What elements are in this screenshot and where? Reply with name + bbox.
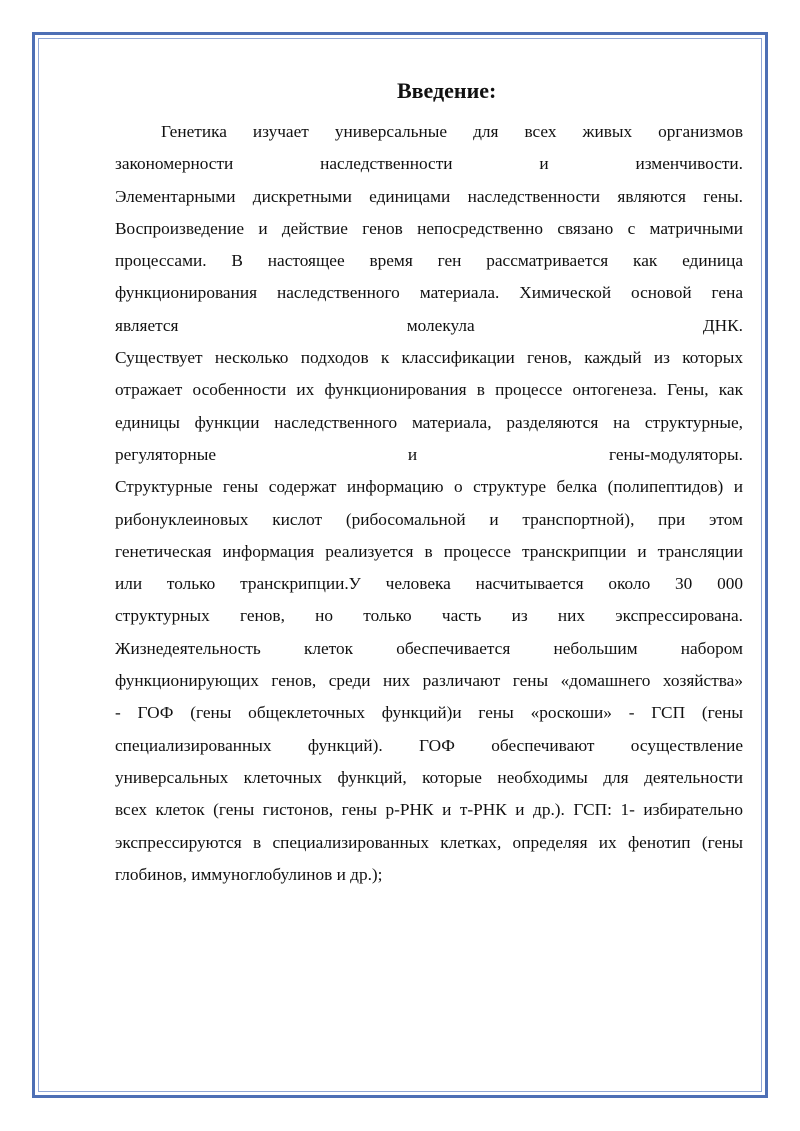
text-line: структурных генов, но только часть из них экспрессирована. — [115, 606, 743, 626]
text-line: единицы функции наследственного материала, разделяются на структурные, — [115, 412, 743, 432]
text-line: функционирующих генов, среди них различают гены «домашнего хозяйства» — [115, 671, 743, 691]
text-line: Жизнедеятельность клеток обеспечивается небольшим набором — [115, 638, 743, 658]
text-line: специализированных функций). ГОФ обеспечивают осуществление — [115, 735, 743, 755]
text-line: является молекула ДНК. — [115, 315, 743, 335]
text-line: регуляторные и гены-модуляторы. — [115, 444, 743, 464]
text-line: процессами. В настоящее время ген рассматривается как единица — [115, 251, 743, 271]
document-title: Введение: — [397, 78, 497, 103]
document-text — [115, 116, 743, 891]
text-line: всех клеток (гены гистонов, гены р-РНК и т-РНК и др.). ГСП: 1- избирательно — [115, 800, 743, 820]
text-line: Генетика изучает универсальные для всех живых организмов — [161, 122, 743, 141]
text-line: Существует несколько подходов к классификации генов, каждый из которых — [115, 348, 743, 368]
text-line: генетическая информация реализуется в процессе транскрипции и трансляции — [115, 541, 743, 561]
document-body — [115, 76, 743, 891]
text-line: Воспроизведение и действие генов непосредственно связано с матричными — [115, 218, 743, 238]
text-line: рибонуклеиновых кислот (рибосомальной и транспортной), при этом — [115, 509, 743, 529]
text-line: закономерности наследственности и изменчивости. — [115, 154, 743, 174]
text-line: - ГОФ (гены общеклеточных функций)и гены «роскоши» - ГСП (гены — [115, 703, 743, 723]
text-line: Структурные гены содержат информацию о структуре белка (полипептидов) и — [115, 477, 743, 497]
text-line: универсальных клеточных функций, которые необходимы для деятельности — [115, 767, 743, 787]
text-line: глобинов, иммуноглобулинов и др.); — [115, 864, 383, 884]
text-line: или только транскрипции.У человека насчитывается около 30 000 — [115, 574, 743, 594]
text-line: функционирования наследственного материала. Химической основой гена — [115, 283, 743, 303]
text-line: Элементарными дискретными единицами наследственности являются гены. — [115, 186, 743, 206]
text-line: экспрессируются в специализированных клетках, определяя их фенотип (гены — [115, 832, 743, 852]
text-line: отражает особенности их функционирования в процессе онтогенеза. Гены, как — [115, 380, 743, 400]
